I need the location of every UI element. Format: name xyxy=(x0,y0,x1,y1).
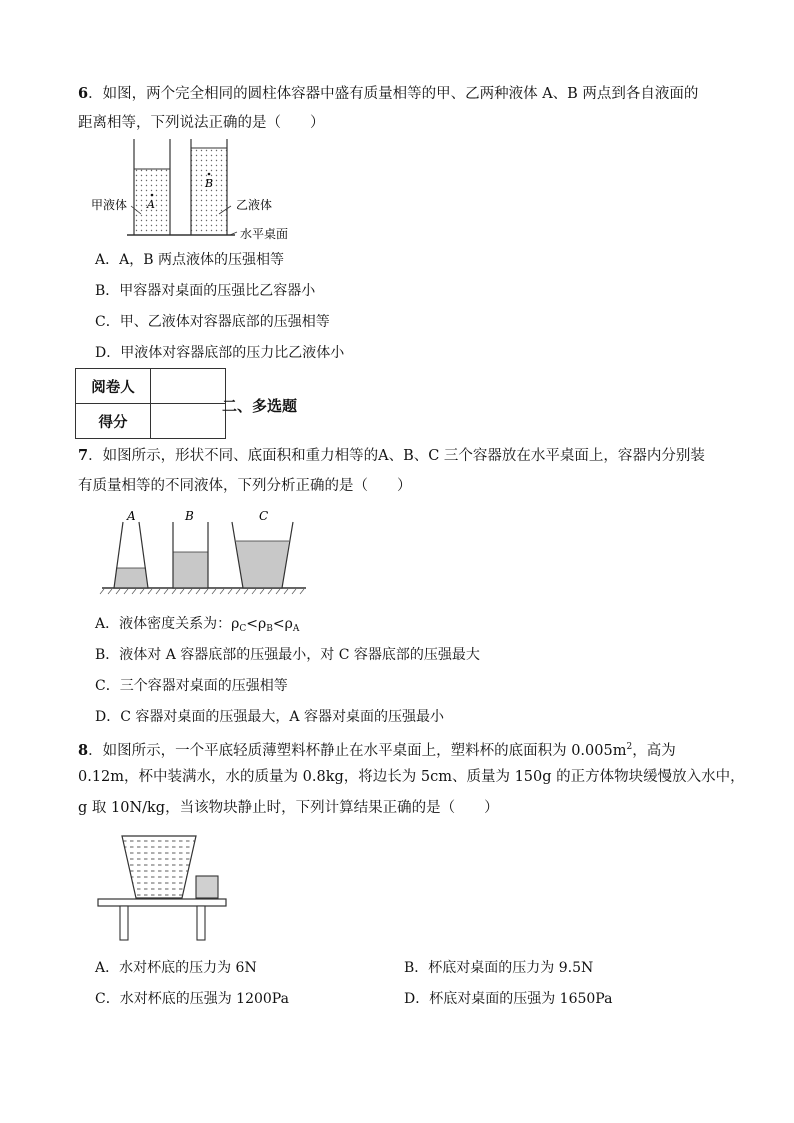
q6-stem-line1 xyxy=(78,85,698,103)
rho-symbol: ρ xyxy=(284,616,293,632)
q6-label-a: A xyxy=(147,198,155,211)
q6-number: 6 xyxy=(78,85,89,102)
q8-option-d[interactable]: D．杯底对桌面的压强为 1650Pa xyxy=(404,991,613,1007)
q7-stem-text: ．如图所示，形状不同、底面积和重力相等的A、B、C 三个容器放在水平桌面上，容器内分别装 xyxy=(88,448,705,464)
q7-option-b[interactable]: B．液体对 A 容器底部的压强最小，对 C 容器底部的压强最大 xyxy=(95,647,480,663)
q6-option-b[interactable]: B．甲容器对桌面的压强比乙容器小 xyxy=(95,283,316,299)
q6-label-table: 水平桌面 xyxy=(240,227,289,241)
q8-cube xyxy=(196,876,218,898)
q7-option-a-text: A．液体密度关系为： xyxy=(95,616,232,632)
q7-label-c: C xyxy=(259,509,269,523)
sub-a: A xyxy=(292,624,300,634)
score-cell[interactable] xyxy=(151,404,226,439)
q6-label-b: B xyxy=(205,177,214,190)
grading-table xyxy=(75,368,226,439)
q6-label-jia: 甲液体 xyxy=(91,198,128,212)
sub-c: C xyxy=(239,624,247,634)
q8-number: 8 xyxy=(78,741,89,759)
section-title: 二、多选题 xyxy=(222,397,298,415)
q8-stem-line3: g 取 10N/kg，当该物块静止时，下列计算结果正确的是（ ） xyxy=(78,800,499,816)
q8-stem-tail: ，高为 xyxy=(632,742,676,759)
q8-option-c[interactable]: C．水对杯底的压强为 1200Pa xyxy=(95,991,289,1007)
q8-stem-line2: 0.12m，杯中装满水，水的质量为 0.8kg，将边长为 5cm、质量为 150g 的正方体物块缓慢放入水中， xyxy=(78,769,745,785)
q6-point-a xyxy=(151,194,154,197)
q8-stem-line1 xyxy=(78,738,676,760)
q6-label-yi: 乙液体 xyxy=(236,198,273,212)
rho-symbol: ρ xyxy=(257,616,267,632)
q7-figure xyxy=(96,508,312,598)
q6-stem-text: ．如图，两个完全相同的圆柱体容器中盛有质量相等的甲、乙两种液体 A、B 两点到各自液面的 xyxy=(88,86,699,102)
sub-b: B xyxy=(266,624,273,634)
q6-stem-line2: 距离相等，下列说法正确的是（ ） xyxy=(78,115,325,131)
q7-label-b: B xyxy=(185,509,194,523)
q8-stem-text: ．如图所示，一个平底轻质薄塑料杯静止在水平桌面上，塑料杯的底面积为 0.005m xyxy=(88,742,627,759)
q8-cup xyxy=(122,836,196,898)
q6-liquid-yi xyxy=(191,148,227,235)
q7-label-a: A xyxy=(127,509,136,523)
q8-option-a[interactable]: A．水对杯底的压力为 6N xyxy=(95,960,257,976)
q7-stem-line1 xyxy=(78,447,705,465)
q7-liquid-b xyxy=(173,552,208,588)
q7-liquid-c xyxy=(236,541,289,588)
q8-option-b[interactable]: B．杯底对桌面的压力为 9.5N xyxy=(404,960,594,976)
q7-option-a[interactable] xyxy=(95,613,299,634)
reviewer-cell[interactable] xyxy=(151,369,226,404)
q7-number: 7 xyxy=(78,447,89,464)
q8-table-leg-left xyxy=(120,906,128,940)
q8-table-leg-right xyxy=(197,906,205,940)
q7-liquid-a xyxy=(114,568,148,588)
q6-option-a[interactable]: A．A，B 两点液体的压强相等 xyxy=(95,252,284,268)
q6-option-c[interactable]: C．甲、乙液体对容器底部的压强相等 xyxy=(95,314,330,330)
score-label: 得分 xyxy=(76,404,151,439)
rho-symbol: ρ xyxy=(231,616,240,632)
q7-stem-line2: 有质量相等的不同液体，下列分析正确的是（ ） xyxy=(78,478,412,494)
reviewer-label: 阅卷人 xyxy=(76,369,151,404)
q6-option-d[interactable]: D．甲液体对容器底部的压力比乙液体小 xyxy=(95,345,345,361)
q8-figure xyxy=(94,832,234,944)
lt-symbol: < xyxy=(246,616,258,632)
q7-option-d[interactable]: D．C 容器对桌面的压强最大，A 容器对桌面的压强最小 xyxy=(95,709,444,725)
q6-point-b xyxy=(208,173,211,176)
q7-option-c[interactable]: C．三个容器对桌面的压强相等 xyxy=(95,678,288,694)
q8-superscript: 2 xyxy=(626,742,633,752)
q8-table-top xyxy=(98,899,226,906)
lt-symbol: < xyxy=(272,616,285,632)
q6-figure xyxy=(85,134,315,244)
